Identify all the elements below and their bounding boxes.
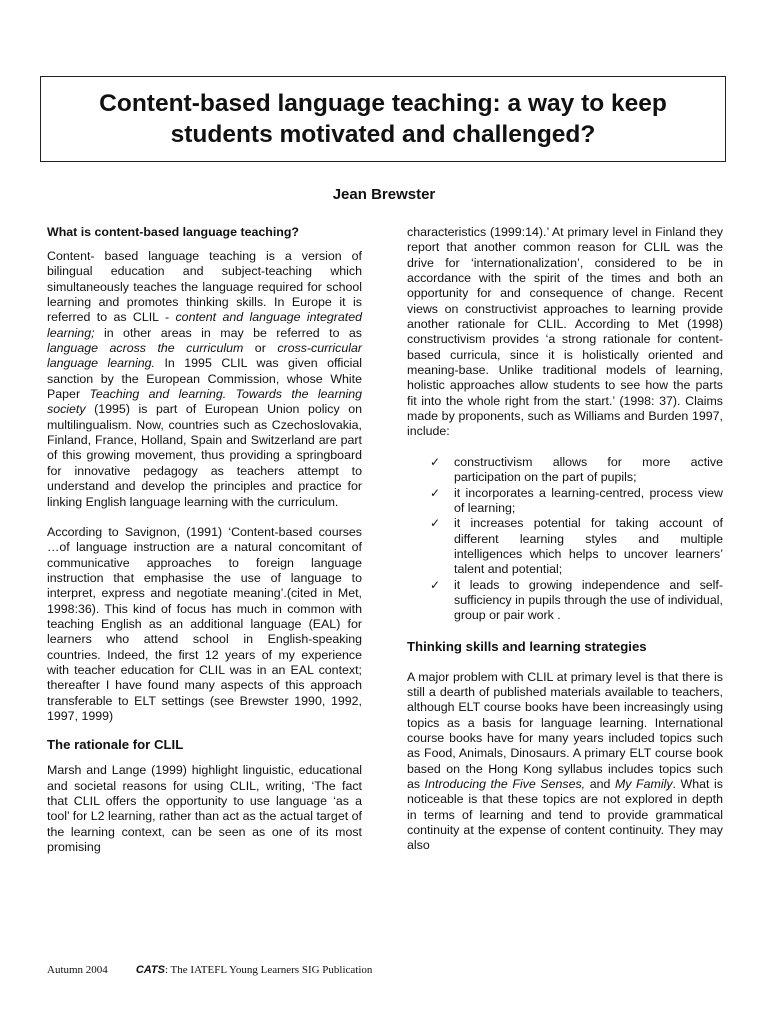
footer-brand: CATS — [135, 964, 165, 976]
list-item: ✓ it incorporates a learning-centred, process view of learning; — [430, 485, 723, 515]
list-item: ✓ it increases potential for taking account of different learning styles and multiple intelligences which helps to uncover learners’ talent and potential; — [430, 516, 723, 577]
heading-what-is-clil: What is content-based language teaching? — [47, 225, 299, 239]
footer-publication: : The IATEFL Young Learners SIG Publication — [164, 964, 373, 976]
heading-thinking-skills: Thinking skills and learning strategies — [407, 638, 647, 654]
heading-rationale: The rationale for CLIL — [47, 737, 184, 753]
paragraph-course-books: A major problem with CLIL at primary level is that there is still a dearth of published materials available to teachers, although ELT course books have been increasingly using topics as a basis for language learning. International course books have for many years included topics such as Food, Animals, Dinosaurs. A primary ELT course book based on the Hong Kong syllabus includes topics such as Introducing the Five Senses, and My Family. What is noticeable is that these topics are not explored in depth in terms of learning and tend to provide grammatical continuity at the expense of content continuity. They may also — [407, 669, 723, 853]
paragraph-characteristics: characteristics (1999:14).’ At primary level in Finland they report that another common reason for CLIL was the drive for ‘internationalization’, considered to be in accordance with the spirit of the times and both an opportunity for and consequence of change. Recent views on constructivist approaches to learning provide another rationale for CLIL. According to Met (1998) constructivism provides ‘a strong rationale for content-based curricula, since it is holistically oriented and meaning-base. Unlike traditional models of learning, holistic approaches allow students to see how the parts fit into the whole right from the start.’ (1998: 37). Claims made by proponents, such as Williams and Burden 1997, include: — [407, 225, 723, 439]
check-icon: ✓ — [430, 577, 441, 592]
paragraph-savignon: According to Savignon, (1991) ‘Content-based courses …of language instruction are a natural concomitant of communicative approaches to foreign language instruction that emphasise the use of language to interpret, express and negotiate meaning’.(cited in Met, 1998:36). This kind of focus has much in common with teaching English as an additional language (EAL) for learners who attend school in English-speaking countries. Indeed, the first 12 years of my experience with teacher education for CLIL was in an EAL context; thereafter I have found many aspects of this approach transferable to ELT settings (see Brewster 1990, 1992, 1997, 1999) — [47, 524, 362, 723]
check-icon: ✓ — [430, 485, 441, 500]
list-item: ✓ constructivism allows for more active participation on the part of pupils; — [430, 454, 723, 485]
author-name: Jean Brewster — [332, 186, 436, 203]
paragraph-definition: Content- based language teaching is a version of bilingual education and subject-teaching which simultaneously teaches the language required for school learning and promotes thinking skills. In Europe it is referred to as CLIL - content and language integrated learning; in other areas in may be referred to as language across the curriculum or cross-curricular language learning. In 1995 CLIL was given official sanction by the European Commission, whose White Paper Teaching and learning. Towards the learning society (1995) is part of European Union policy on multilingualism. Now, countries such as Czechoslovakia, Finland, France, Holland, Spain and Switzerland are part of this growing movement, thus providing a springboard for innovative pedagogy as teachers attempt to understand and develop the principles and practice for linking English language learning with the curriculum. — [47, 249, 363, 509]
title-box — [40, 76, 726, 162]
check-icon: ✓ — [430, 454, 441, 469]
claims-list — [407, 455, 723, 624]
page-footer — [47, 964, 372, 976]
check-icon: ✓ — [430, 516, 441, 531]
list-item: ✓ it leads to growing independence and self-sufficiency in pupils through the use of individual, group or pair work . — [430, 577, 723, 623]
article-title: Content-based language teaching: a way to keep students motivated and challenged? — [99, 90, 667, 148]
footer-date: Autumn 2004 — [47, 964, 108, 976]
right-column — [407, 225, 723, 854]
left-column — [47, 224, 362, 855]
paragraph-rationale: Marsh and Lange (1999) highlight linguistic, educational and societal reasons for using CLIL, writing, ‘The fact that CLIL offers the opportunity to use language ‘as a tool’ for L2 learning, rather than act as the actual target of the learning context, can be seen as one of its most promising — [47, 763, 362, 855]
